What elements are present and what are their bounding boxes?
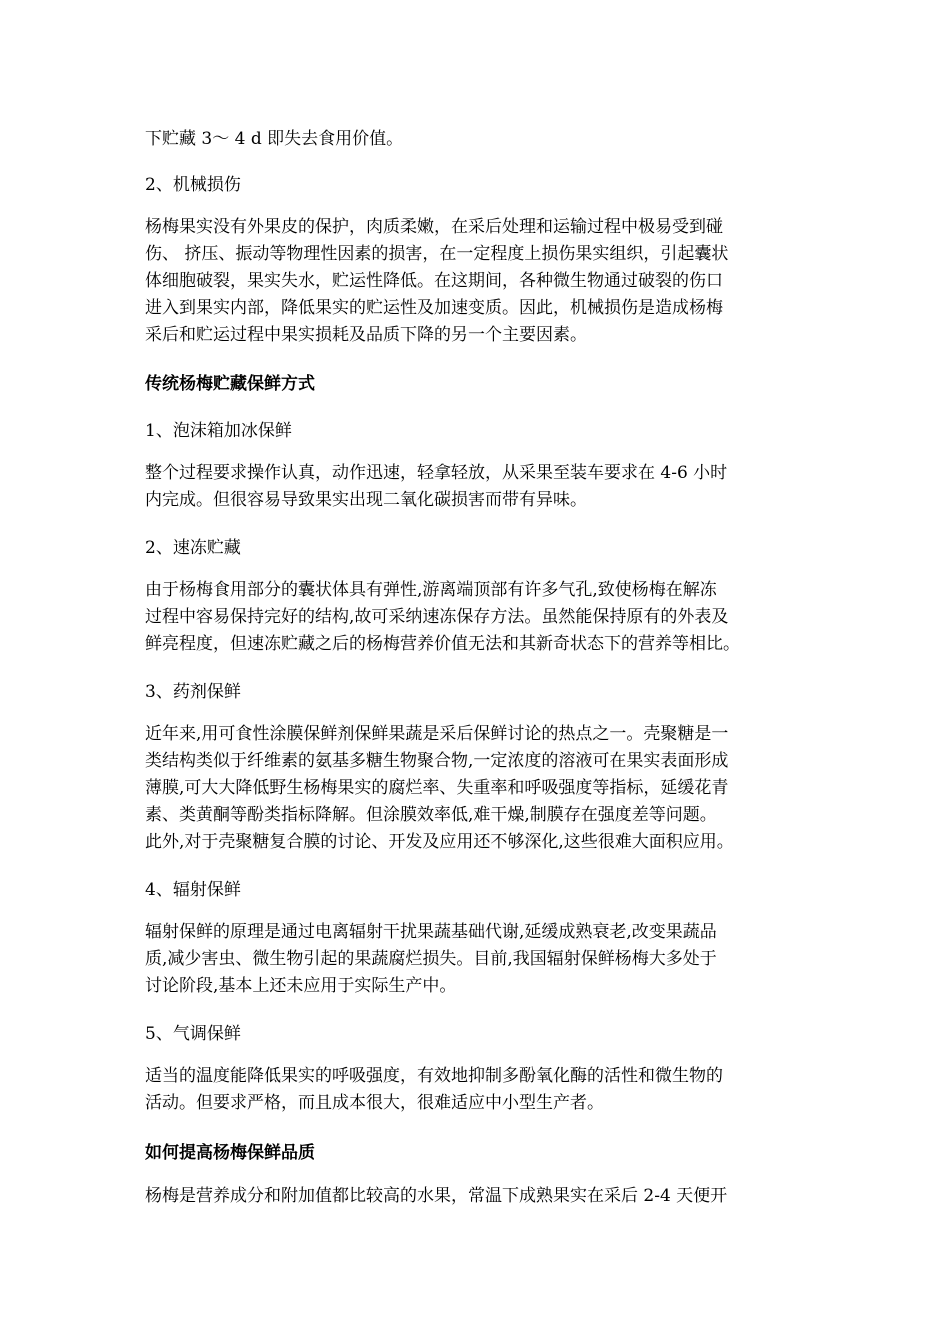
list-item-heading-controlled-atmosphere: 5、气调保鲜 [145,1024,241,1044]
body-text-line: 整个过程要求操作认真，动作迅速，轻拿轻放，从采果至装车要求在 4-6 小时 [145,463,728,483]
body-text-line: 进入到果实内部，降低果实的贮运性及加速变质。因此，机械损伤是造成杨梅 [145,298,723,318]
body-text-line: 由于杨梅食用部分的囊状体具有弹性,游离端顶部有许多气孔,致使杨梅在解冻 [145,580,717,600]
body-text-line: 伤、 挤压、振动等物理性因素的损害，在一定程度上损伤果实组织，引起囊状 [145,244,729,264]
list-item-heading-irradiation: 4、辐射保鲜 [145,880,241,900]
body-text-line: 讨论阶段,基本上还未应用于实际生产中。 [145,976,457,996]
body-text-line: 适当的温度能降低果实的呼吸强度，有效地抑制多酚氧化酶的活性和微生物的 [145,1066,723,1086]
body-text-line: 薄膜,可大大降低野生杨梅果实的腐烂率、失重率和呼吸强度等指标，延缓花青 [145,778,729,798]
body-text-line: 此外,对于壳聚糖复合膜的讨论、开发及应用还不够深化,这些很难大面积应用。 [145,832,734,852]
list-item-heading-chemical: 3、药剂保鲜 [145,682,241,702]
body-text-line: 过程中容易保持完好的结构,故可采纳速冻保存方法。虽然能保持原有的外表及 [145,607,729,627]
section-heading-traditional-storage: 传统杨梅贮藏保鲜方式 [145,374,315,394]
section-heading-improve-quality: 如何提高杨梅保鲜品质 [145,1143,315,1163]
body-text-line: 采后和贮运过程中果实损耗及品质下降的另一个主要因素。 [145,325,587,345]
body-text-line: 近年来,用可食性涂膜保鲜剂保鲜果蔬是采后保鲜讨论的热点之一。壳聚糖是一 [145,724,729,744]
body-text-line: 体细胞破裂，果实失水，贮运性降低。在这期间，各种微生物通过破裂的伤口 [145,271,723,291]
body-text-line: 内完成。但很容易导致果实出现二氧化碳损害而带有异味。 [145,490,587,510]
body-text-line: 素、类黄酮等酚类指标降解。但涂膜效率低,难干燥,制膜存在强度差等问题。 [145,805,717,825]
body-text-line: 鲜亮程度，但速冻贮藏之后的杨梅营养价值无法和其新奇状态下的营养等相比。 [145,634,740,654]
body-text-line: 类结构类似于纤维素的氨基多糖生物聚合物,一定浓度的溶液可在果实表面形成 [145,751,729,771]
body-text-line: 辐射保鲜的原理是通过电离辐射干扰果蔬基础代谢,延缓成熟衰老,改变果蔬品 [145,922,717,942]
body-text-line: 质,减少害虫、微生物引起的果蔬腐烂损失。目前,我国辐射保鲜杨梅大多处于 [145,949,717,969]
list-item-heading-mechanical-damage: 2、机械损伤 [145,175,241,195]
body-text-line: 杨梅是营养成分和附加值都比较高的水果，常温下成熟果实在采后 2-4 天便开 [145,1186,728,1206]
body-text-line: 杨梅果实没有外果皮的保护，肉质柔嫩，在采后处理和运输过程中极易受到碰 [145,217,723,237]
list-item-heading-foam-box-ice: 1、泡沫箱加冰保鲜 [145,421,292,441]
list-item-heading-quick-freeze: 2、速冻贮藏 [145,538,241,558]
body-text-line: 下贮藏 3～ 4 d 即失去食用价值。 [145,129,404,149]
body-text-line: 活动。但要求严格，而且成本很大，很难适应中小型生产者。 [145,1093,604,1113]
